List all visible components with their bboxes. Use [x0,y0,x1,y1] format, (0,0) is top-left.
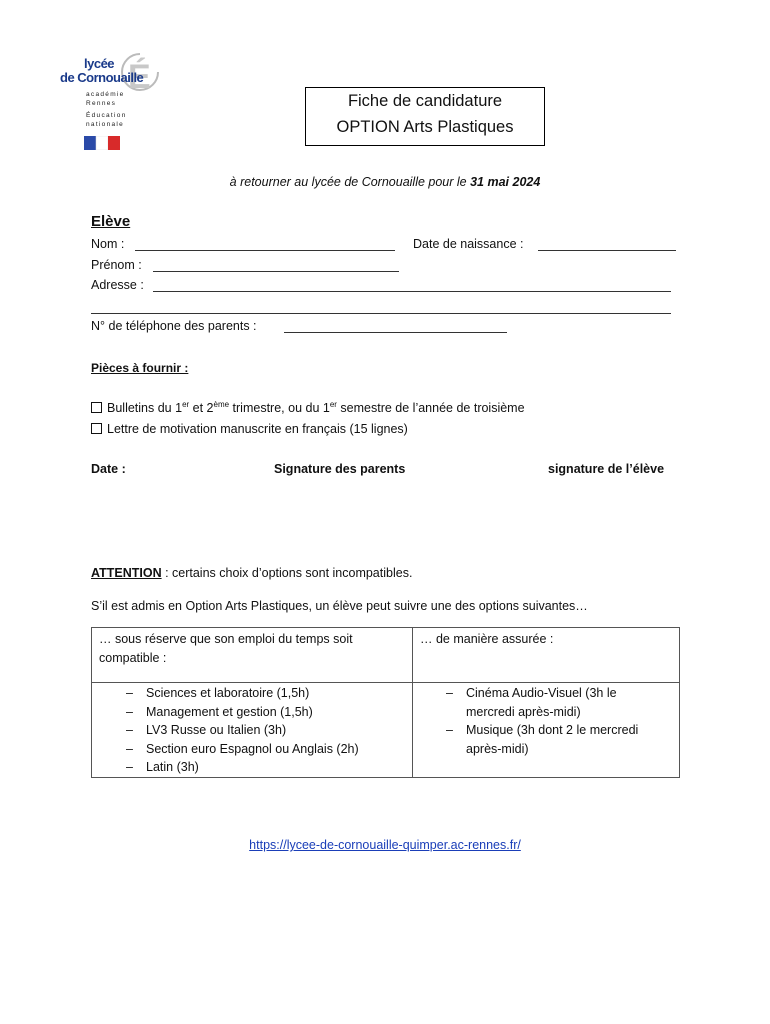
birthdate-field[interactable] [538,250,676,251]
phone-label: N° de téléphone des parents : [91,319,257,333]
list-item: – Latin (3h) [122,758,407,777]
logo-line-2: de Cornouaille [60,70,144,85]
logo-line-1: lycée [84,56,115,71]
options-table [91,627,680,778]
form-title: Fiche de candidature [347,92,503,110]
attention-note [91,566,412,580]
return-note [0,175,770,189]
form-subtitle: OPTION Arts Plastiques [336,118,514,136]
piece-1-sup-1: er [182,399,190,409]
list-item: – Management et gestion (1,5h) [122,703,407,722]
birthdate-label: Date de naissance : [413,237,524,251]
piece-1-text-b: et 2 [189,401,214,415]
return-date: 31 mai 2024 [470,175,541,189]
list-item: – Musique (3h dont 2 le mercredi après-midi) [442,721,647,758]
date-label: Date : [91,462,126,476]
checkbox-bulletins[interactable] [91,402,102,413]
piece-1-sup-2: ème [213,399,230,409]
parents-signature-label: Signature des parents [274,462,406,476]
prenom-label: Prénom : [91,258,142,272]
logo-ministere-2: nationale [86,121,125,128]
return-note-text: à retourner au lycée de Cornouaille pour le [229,175,471,189]
piece-1-sup-3: er [329,399,337,409]
adresse-field[interactable] [153,291,671,292]
logo-academie-city: Rennes [86,100,117,107]
prenom-field[interactable] [153,271,399,272]
table-column-divider [412,628,413,777]
list-item: – Section euro Espagnol ou Anglais (2h) [122,740,407,759]
nom-field[interactable] [135,250,395,251]
piece-item-1 [91,401,525,415]
list-item: – LV3 Russe ou Italien (3h) [122,721,407,740]
pieces-heading: Pièces à fournir : [91,361,189,375]
phone-field[interactable] [284,332,507,333]
list-item: – Cinéma Audio-Visuel (3h le mercredi après-midi) [442,684,647,721]
school-website-link[interactable]: https://lycee-de-cornouaille-quimper.ac-rennes.fr/ [249,838,521,852]
logo-ministere: Éducation [86,112,127,119]
french-flag-icon [84,136,120,150]
table-right-list [442,684,647,758]
attention-text: : certains choix d’options sont incompatibles. [161,566,413,580]
nom-label: Nom : [91,237,125,251]
piece-2-text: Lettre de motivation manuscrite en français (15 lignes) [107,422,408,436]
piece-1-text-d: semestre de l’année de troisième [336,401,525,415]
list-item: – Sciences et laboratoire (1,5h) [122,684,407,703]
adresse-field-line-2[interactable] [91,313,671,314]
piece-1-text-a: Bulletins du 1 [107,401,183,415]
attention-label: ATTENTION [91,566,162,580]
piece-1-text-c: trimestre, ou du 1 [229,401,330,415]
table-left-header: … sous réserve que son emploi du temps soit compatible : [99,632,353,665]
checkbox-lettre[interactable] [91,423,102,434]
eleve-heading: Elève [91,213,131,230]
piece-item-2 [91,422,408,436]
school-logo [58,38,168,158]
adresse-label: Adresse : [91,278,144,292]
table-left-list [122,684,407,777]
title-box [305,87,545,146]
eleve-signature-label: signature de l’élève [548,462,665,476]
table-row-divider [92,682,679,683]
admis-text: S’il est admis en Option Arts Plastiques, un élève peut suivre une des options suivantes… [91,599,588,613]
emblem-letter: É [128,58,151,96]
logo-academie: académie [86,91,125,98]
table-right-header: … de manière assurée : [420,632,554,646]
